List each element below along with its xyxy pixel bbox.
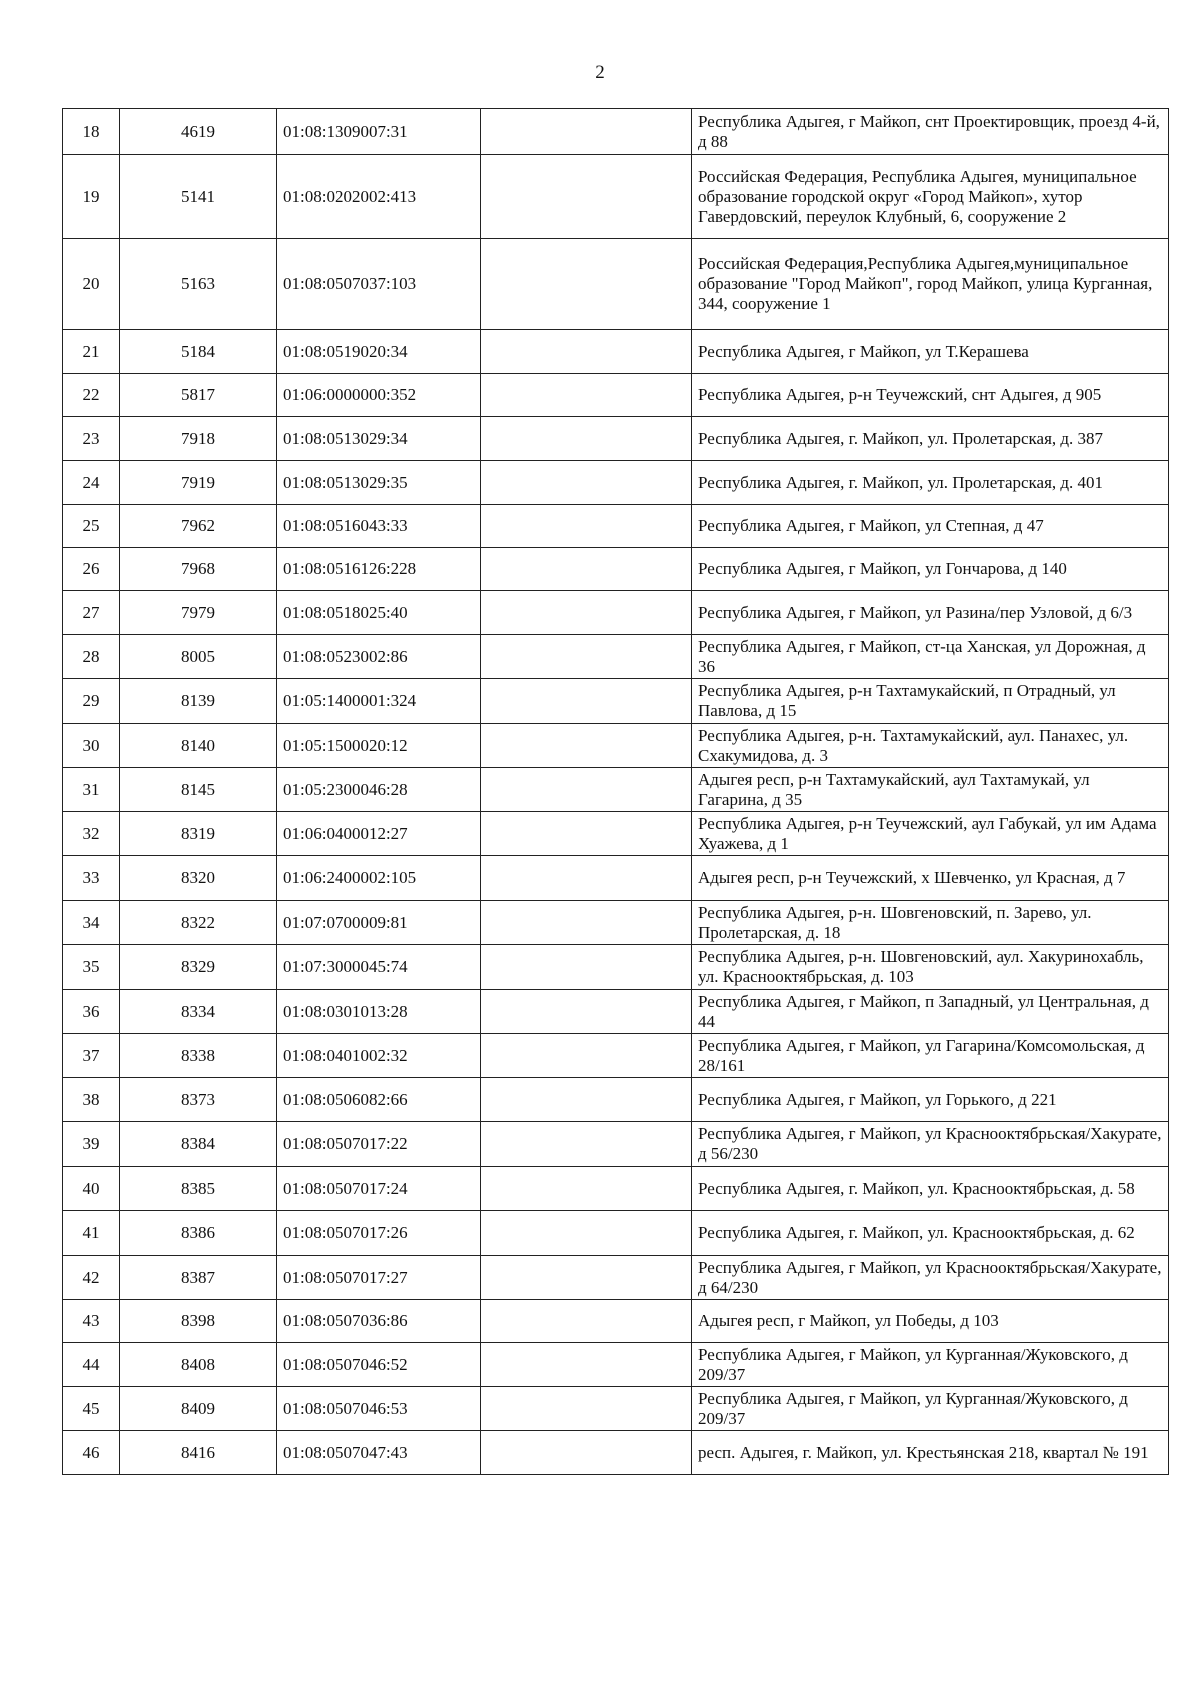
object-id-cell: 5184 bbox=[120, 330, 277, 374]
object-id-cell: 7979 bbox=[120, 591, 277, 635]
object-id-cell: 8319 bbox=[120, 812, 277, 856]
cadastral-number-cell: 01:08:0516043:33 bbox=[277, 505, 481, 548]
address-cell: Адыгея респ, р-н Теучежский, х Шевченко, ул Красная, д 7 bbox=[692, 856, 1169, 901]
table-row bbox=[63, 109, 1169, 155]
object-id-cell: 8140 bbox=[120, 724, 277, 768]
cadastral-number-cell: 01:08:0507037:103 bbox=[277, 239, 481, 330]
cadastral-number-cell: 01:08:0519020:34 bbox=[277, 330, 481, 374]
object-id-cell: 8322 bbox=[120, 901, 277, 945]
row-number-cell: 42 bbox=[63, 1256, 120, 1300]
cadastral-number-cell: 01:08:0507036:86 bbox=[277, 1300, 481, 1343]
row-number-cell: 26 bbox=[63, 548, 120, 591]
object-id-cell: 8320 bbox=[120, 856, 277, 901]
row-number-cell: 36 bbox=[63, 990, 120, 1034]
object-id-cell: 8005 bbox=[120, 635, 277, 679]
table-row bbox=[63, 374, 1169, 417]
empty-cell bbox=[481, 417, 692, 461]
address-cell: Республика Адыгея, р-н. Шовгеновский, п. Зарево, ул. Пролетарская, д. 18 bbox=[692, 901, 1169, 945]
row-number-cell: 30 bbox=[63, 724, 120, 768]
address-cell: Республика Адыгея, г Майкоп, ул Гончарова, д 140 bbox=[692, 548, 1169, 591]
address-cell: Республика Адыгея, р-н. Тахтамукайский, аул. Панахес, ул. Схакумидова, д. 3 bbox=[692, 724, 1169, 768]
row-number-cell: 35 bbox=[63, 945, 120, 990]
empty-cell bbox=[481, 1034, 692, 1078]
empty-cell bbox=[481, 1211, 692, 1256]
object-id-cell: 8338 bbox=[120, 1034, 277, 1078]
empty-cell bbox=[481, 635, 692, 679]
object-id-cell: 8385 bbox=[120, 1167, 277, 1211]
address-cell: Республика Адыгея, р-н. Шовгеновский, аул. Хакуринохабль, ул. Краснооктябрьская, д. 103 bbox=[692, 945, 1169, 990]
row-number-cell: 23 bbox=[63, 417, 120, 461]
row-number-cell: 43 bbox=[63, 1300, 120, 1343]
object-id-cell: 8386 bbox=[120, 1211, 277, 1256]
table-row bbox=[63, 505, 1169, 548]
address-cell: Адыгея респ, р-н Тахтамукайский, аул Тахтамукай, ул Гагарина, д 35 bbox=[692, 768, 1169, 812]
row-number-cell: 29 bbox=[63, 679, 120, 724]
object-id-cell: 5141 bbox=[120, 155, 277, 239]
address-cell: Республика Адыгея, г. Майкоп, ул. Краснооктябрьская, д. 62 bbox=[692, 1211, 1169, 1256]
table-row bbox=[63, 417, 1169, 461]
cadastral-number-cell: 01:08:0513029:34 bbox=[277, 417, 481, 461]
empty-cell bbox=[481, 1431, 692, 1475]
object-id-cell: 7919 bbox=[120, 461, 277, 505]
object-id-cell: 8139 bbox=[120, 679, 277, 724]
row-number-cell: 22 bbox=[63, 374, 120, 417]
empty-cell bbox=[481, 679, 692, 724]
empty-cell bbox=[481, 901, 692, 945]
property-registry-table bbox=[62, 108, 1169, 1475]
row-number-cell: 37 bbox=[63, 1034, 120, 1078]
cadastral-number-cell: 01:08:0507046:52 bbox=[277, 1343, 481, 1387]
object-id-cell: 8409 bbox=[120, 1387, 277, 1431]
empty-cell bbox=[481, 505, 692, 548]
cadastral-number-cell: 01:05:1400001:324 bbox=[277, 679, 481, 724]
cadastral-number-cell: 01:08:1309007:31 bbox=[277, 109, 481, 155]
row-number-cell: 28 bbox=[63, 635, 120, 679]
empty-cell bbox=[481, 1343, 692, 1387]
table-row bbox=[63, 239, 1169, 330]
address-cell: Республика Адыгея, г Майкоп, ул Горького, д 221 bbox=[692, 1078, 1169, 1122]
address-cell: респ. Адыгея, г. Майкоп, ул. Крестьянская 218, квартал № 191 bbox=[692, 1431, 1169, 1475]
empty-cell bbox=[481, 591, 692, 635]
table-row bbox=[63, 461, 1169, 505]
row-number-cell: 21 bbox=[63, 330, 120, 374]
row-number-cell: 40 bbox=[63, 1167, 120, 1211]
object-id-cell: 8145 bbox=[120, 768, 277, 812]
table-row bbox=[63, 812, 1169, 856]
address-cell: Республика Адыгея, г. Майкоп, ул. Пролетарская, д. 401 bbox=[692, 461, 1169, 505]
row-number-cell: 34 bbox=[63, 901, 120, 945]
cadastral-number-cell: 01:08:0513029:35 bbox=[277, 461, 481, 505]
table-body bbox=[63, 109, 1169, 1475]
row-number-cell: 31 bbox=[63, 768, 120, 812]
table-row bbox=[63, 856, 1169, 901]
empty-cell bbox=[481, 239, 692, 330]
cadastral-number-cell: 01:06:2400002:105 bbox=[277, 856, 481, 901]
address-cell: Республика Адыгея, г Майкоп, ул Курганная/Жуковского, д 209/37 bbox=[692, 1343, 1169, 1387]
object-id-cell: 8416 bbox=[120, 1431, 277, 1475]
object-id-cell: 5817 bbox=[120, 374, 277, 417]
table-row bbox=[63, 679, 1169, 724]
object-id-cell: 8408 bbox=[120, 1343, 277, 1387]
empty-cell bbox=[481, 768, 692, 812]
row-number-cell: 33 bbox=[63, 856, 120, 901]
cadastral-number-cell: 01:06:0400012:27 bbox=[277, 812, 481, 856]
row-number-cell: 27 bbox=[63, 591, 120, 635]
empty-cell bbox=[481, 548, 692, 591]
object-id-cell: 8384 bbox=[120, 1122, 277, 1167]
empty-cell bbox=[481, 812, 692, 856]
object-id-cell: 8387 bbox=[120, 1256, 277, 1300]
address-cell: Республика Адыгея, г Майкоп, ул Гагарина/Комсомольская, д 28/161 bbox=[692, 1034, 1169, 1078]
address-cell: Республика Адыгея, р-н Теучежский, аул Габукай, ул им Адама Хуажева, д 1 bbox=[692, 812, 1169, 856]
table-row bbox=[63, 901, 1169, 945]
table-row bbox=[63, 1211, 1169, 1256]
address-cell: Республика Адыгея, р-н Тахтамукайский, п Отрадный, ул Павлова, д 15 bbox=[692, 679, 1169, 724]
row-number-cell: 39 bbox=[63, 1122, 120, 1167]
row-number-cell: 19 bbox=[63, 155, 120, 239]
cadastral-number-cell: 01:05:2300046:28 bbox=[277, 768, 481, 812]
address-cell: Республика Адыгея, г Майкоп, ул Разина/пер Узловой, д 6/3 bbox=[692, 591, 1169, 635]
table-row bbox=[63, 1300, 1169, 1343]
empty-cell bbox=[481, 1122, 692, 1167]
table-row bbox=[63, 155, 1169, 239]
cadastral-number-cell: 01:08:0507017:22 bbox=[277, 1122, 481, 1167]
empty-cell bbox=[481, 1167, 692, 1211]
address-cell: Республика Адыгея, г Майкоп, ул Т.Керашева bbox=[692, 330, 1169, 374]
address-cell: Российская Федерация,Республика Адыгея,муниципальное образование "Город Майкоп", город Майкоп, улица Курганная, 344, сооружение 1 bbox=[692, 239, 1169, 330]
address-cell: Адыгея респ, г Майкоп, ул Победы, д 103 bbox=[692, 1300, 1169, 1343]
object-id-cell: 8398 bbox=[120, 1300, 277, 1343]
cadastral-number-cell: 01:06:0000000:352 bbox=[277, 374, 481, 417]
address-cell: Республика Адыгея, г Майкоп, ул Краснооктябрьская/Хакурате, д 56/230 bbox=[692, 1122, 1169, 1167]
empty-cell bbox=[481, 461, 692, 505]
empty-cell bbox=[481, 1078, 692, 1122]
address-cell: Республика Адыгея, г Майкоп, ул Краснооктябрьская/Хакурате, д 64/230 bbox=[692, 1256, 1169, 1300]
table-row bbox=[63, 1343, 1169, 1387]
address-cell: Республика Адыгея, г Майкоп, снт Проектировщик, проезд 4-й, д 88 bbox=[692, 109, 1169, 155]
cadastral-number-cell: 01:08:0506082:66 bbox=[277, 1078, 481, 1122]
object-id-cell: 5163 bbox=[120, 239, 277, 330]
table-row bbox=[63, 1122, 1169, 1167]
empty-cell bbox=[481, 330, 692, 374]
empty-cell bbox=[481, 724, 692, 768]
empty-cell bbox=[481, 1256, 692, 1300]
page-number: 2 bbox=[595, 62, 605, 83]
object-id-cell: 7918 bbox=[120, 417, 277, 461]
address-cell: Республика Адыгея, г Майкоп, ул Курганная/Жуковского, д 209/37 bbox=[692, 1387, 1169, 1431]
cadastral-number-cell: 01:05:1500020:12 bbox=[277, 724, 481, 768]
cadastral-number-cell: 01:08:0523002:86 bbox=[277, 635, 481, 679]
object-id-cell: 8373 bbox=[120, 1078, 277, 1122]
address-cell: Республика Адыгея, г. Майкоп, ул. Краснооктябрьская, д. 58 bbox=[692, 1167, 1169, 1211]
table-row bbox=[63, 330, 1169, 374]
address-cell: Республика Адыгея, г Майкоп, ул Степная, д 47 bbox=[692, 505, 1169, 548]
row-number-cell: 44 bbox=[63, 1343, 120, 1387]
cadastral-number-cell: 01:08:0301013:28 bbox=[277, 990, 481, 1034]
empty-cell bbox=[481, 1300, 692, 1343]
table-row bbox=[63, 768, 1169, 812]
table-row bbox=[63, 1034, 1169, 1078]
row-number-cell: 32 bbox=[63, 812, 120, 856]
table-row bbox=[63, 990, 1169, 1034]
address-cell: Российская Федерация, Республика Адыгея, муниципальное образование городской округ «Город Майкоп», хутор Гавердовский, переулок Клубный, 6, сооружение 2 bbox=[692, 155, 1169, 239]
empty-cell bbox=[481, 1387, 692, 1431]
table-row bbox=[63, 591, 1169, 635]
address-cell: Республика Адыгея, г Майкоп, п Западный, ул Центральная, д 44 bbox=[692, 990, 1169, 1034]
table-row bbox=[63, 1387, 1169, 1431]
object-id-cell: 4619 bbox=[120, 109, 277, 155]
table-row bbox=[63, 1167, 1169, 1211]
table-row bbox=[63, 945, 1169, 990]
object-id-cell: 7962 bbox=[120, 505, 277, 548]
row-number-cell: 25 bbox=[63, 505, 120, 548]
cadastral-number-cell: 01:08:0516126:228 bbox=[277, 548, 481, 591]
cadastral-number-cell: 01:08:0507017:26 bbox=[277, 1211, 481, 1256]
cadastral-number-cell: 01:07:3000045:74 bbox=[277, 945, 481, 990]
table-row bbox=[63, 1078, 1169, 1122]
table-row bbox=[63, 724, 1169, 768]
row-number-cell: 41 bbox=[63, 1211, 120, 1256]
cadastral-number-cell: 01:08:0507017:24 bbox=[277, 1167, 481, 1211]
address-cell: Республика Адыгея, р-н Теучежский, снт Адыгея, д 905 bbox=[692, 374, 1169, 417]
object-id-cell: 7968 bbox=[120, 548, 277, 591]
object-id-cell: 8329 bbox=[120, 945, 277, 990]
cadastral-number-cell: 01:08:0401002:32 bbox=[277, 1034, 481, 1078]
table-row bbox=[63, 548, 1169, 591]
empty-cell bbox=[481, 155, 692, 239]
table-row bbox=[63, 1431, 1169, 1475]
row-number-cell: 38 bbox=[63, 1078, 120, 1122]
cadastral-number-cell: 01:08:0202002:413 bbox=[277, 155, 481, 239]
table-row bbox=[63, 635, 1169, 679]
table-row bbox=[63, 1256, 1169, 1300]
cadastral-number-cell: 01:08:0507017:27 bbox=[277, 1256, 481, 1300]
cadastral-number-cell: 01:08:0518025:40 bbox=[277, 591, 481, 635]
empty-cell bbox=[481, 856, 692, 901]
empty-cell bbox=[481, 990, 692, 1034]
cadastral-number-cell: 01:08:0507047:43 bbox=[277, 1431, 481, 1475]
empty-cell bbox=[481, 374, 692, 417]
cadastral-number-cell: 01:08:0507046:53 bbox=[277, 1387, 481, 1431]
row-number-cell: 18 bbox=[63, 109, 120, 155]
address-cell: Республика Адыгея, г Майкоп, ст-ца Ханская, ул Дорожная, д 36 bbox=[692, 635, 1169, 679]
row-number-cell: 45 bbox=[63, 1387, 120, 1431]
address-cell: Республика Адыгея, г. Майкоп, ул. Пролетарская, д. 387 bbox=[692, 417, 1169, 461]
row-number-cell: 20 bbox=[63, 239, 120, 330]
object-id-cell: 8334 bbox=[120, 990, 277, 1034]
empty-cell bbox=[481, 945, 692, 990]
cadastral-number-cell: 01:07:0700009:81 bbox=[277, 901, 481, 945]
row-number-cell: 46 bbox=[63, 1431, 120, 1475]
empty-cell bbox=[481, 109, 692, 155]
row-number-cell: 24 bbox=[63, 461, 120, 505]
